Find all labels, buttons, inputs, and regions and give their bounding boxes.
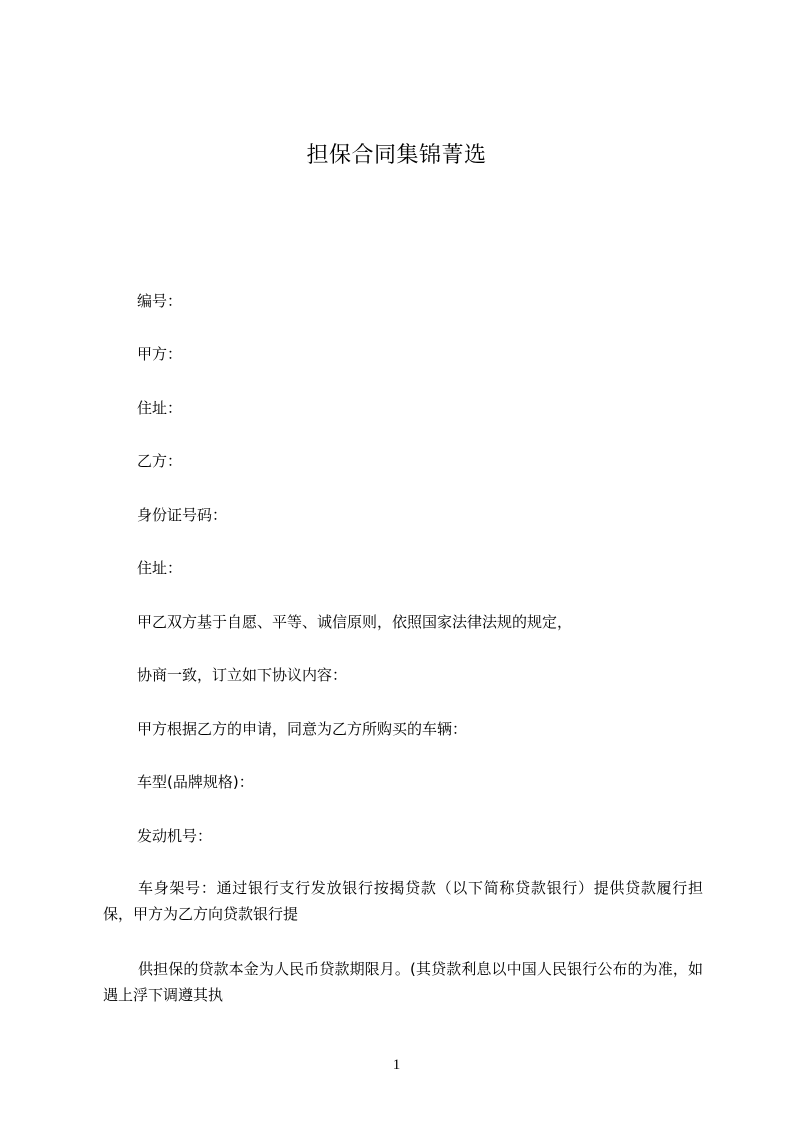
field-id-number: 身份证号码： — [137, 506, 228, 524]
field-number: 编号： — [137, 292, 183, 310]
page-number: 1 — [392, 1057, 401, 1073]
field-address-a: 住址： — [137, 399, 183, 417]
field-party-a: 甲方： — [137, 345, 183, 363]
engine-number-line: 发动机号： — [137, 827, 213, 845]
intro-line-1: 甲乙双方基于自愿、平等、诚信原则，依照国家法律法规的规定， — [137, 613, 573, 631]
intro-line-2: 协商一致，订立如下协议内容： — [137, 666, 348, 684]
chassis-paragraph: 车身架号：通过银行支行发放银行按揭贷款（以下简称贷款银行）提供贷款履行担保，甲方为乙方向贷款银行提 — [103, 879, 703, 923]
field-address-b: 住址： — [137, 559, 183, 577]
loan-paragraph: 供担保的贷款本金为人民币贷款期限月。(其贷款利息以中国人民银行公布的为准，如遇上浮下调遵其执 — [103, 960, 703, 1004]
document-title: 担保合同集锦菁选 — [306, 143, 487, 168]
vehicle-model-line: 车型(品牌规格)： — [137, 773, 254, 791]
field-party-b: 乙方： — [137, 452, 183, 470]
intro-line-3: 甲方根据乙方的申请，同意为乙方所购买的车辆： — [137, 720, 468, 738]
